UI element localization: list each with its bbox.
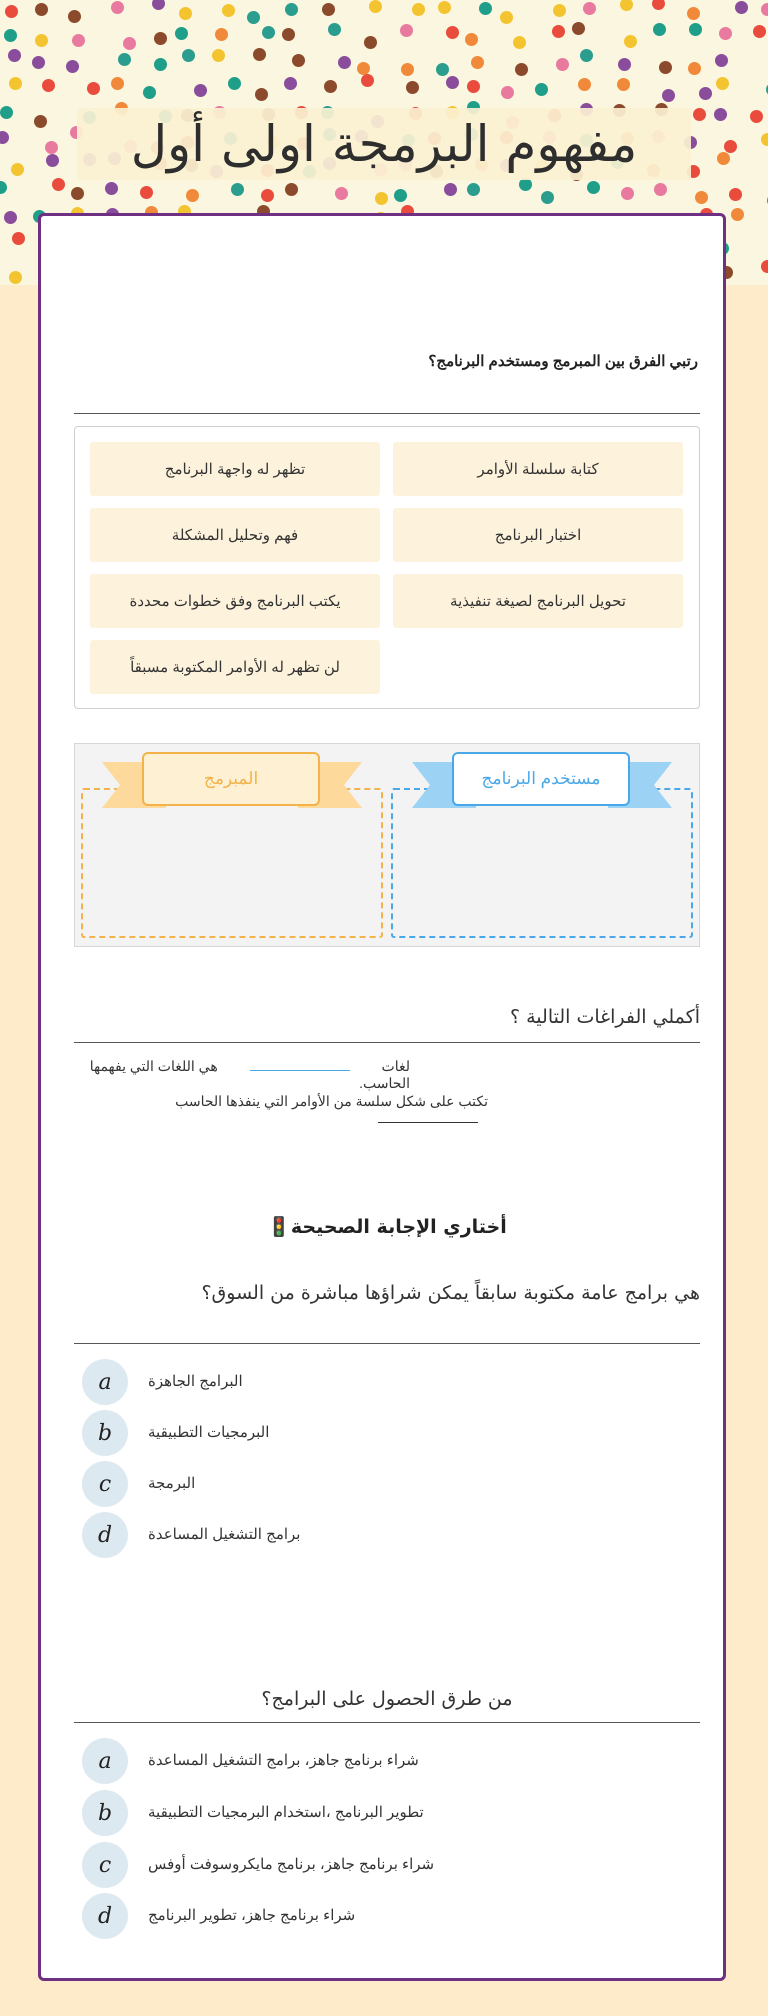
confetti-dot — [179, 7, 192, 20]
option-text: شراء برنامج جاهز، تطوير البرنامج — [148, 1907, 356, 1924]
option-text: برامج التشغيل المساعدة — [148, 1526, 301, 1543]
confetti-dot — [261, 189, 274, 202]
programmer-bin-ribbon — [102, 752, 362, 812]
confetti-dot — [465, 33, 478, 46]
option-text: البرمجة — [148, 1475, 196, 1492]
confetti-dot — [8, 49, 21, 62]
confetti-dot — [215, 28, 228, 41]
confetti-dot — [553, 4, 566, 17]
confetti-dot — [105, 182, 118, 195]
confetti-dot — [212, 49, 225, 62]
confetti-dot — [620, 0, 633, 11]
option-letter-badge: a — [82, 1359, 128, 1405]
sort-item[interactable]: يكتب البرنامج وفق خطوات محددة — [90, 574, 380, 628]
confetti-dot — [401, 63, 414, 76]
sort-item[interactable]: تظهر له واجهة البرنامج — [90, 442, 380, 496]
confetti-dot — [72, 34, 85, 47]
confetti-dot — [285, 183, 298, 196]
confetti-dot — [322, 3, 335, 16]
fill-sentence-2 — [74, 1093, 700, 1126]
confetti-dot — [687, 7, 700, 20]
confetti-dot — [580, 49, 593, 62]
sort-item[interactable]: لن تظهر له الأوامر المكتوبة مسبقاً — [90, 640, 380, 694]
confetti-dot — [572, 22, 585, 35]
confetti-dot — [247, 11, 260, 24]
confetti-dot — [556, 58, 569, 71]
confetti-dot — [617, 78, 630, 91]
confetti-dot — [231, 183, 244, 196]
divider — [74, 413, 700, 414]
confetti-dot — [436, 63, 449, 76]
confetti-dot — [154, 32, 167, 45]
confetti-dot — [68, 10, 81, 23]
confetti-dot — [618, 58, 631, 71]
confetti-dot — [761, 260, 768, 273]
mc-question-1-prompt-wrap — [74, 1278, 700, 1308]
confetti-dot — [699, 87, 712, 100]
confetti-dot — [194, 84, 207, 97]
confetti-dot — [186, 189, 199, 202]
fill-sentence-1-start: لغات — [381, 1058, 410, 1074]
sort-item[interactable]: فهم وتحليل المشكلة — [90, 508, 380, 562]
confetti-dot — [412, 3, 425, 16]
fill-sentence-2-text: تكتب على شكل سلسة من الأوامر التي ينفذها الحاسب — [175, 1093, 488, 1109]
confetti-dot — [0, 181, 7, 194]
confetti-dot — [87, 82, 100, 95]
confetti-dot — [45, 141, 58, 154]
mc-2-option-a[interactable] — [82, 1738, 642, 1786]
page-title-banner — [77, 108, 691, 180]
confetti-dot — [12, 232, 25, 245]
confetti-dot — [52, 178, 65, 191]
confetti-dot — [471, 56, 484, 69]
programmer-bin-label: المبرمج — [142, 752, 320, 806]
confetti-dot — [9, 271, 22, 284]
confetti-dot — [375, 192, 388, 205]
confetti-dot — [731, 208, 744, 221]
sort-bins-area — [74, 743, 700, 947]
confetti-dot — [140, 186, 153, 199]
confetti-dot — [541, 191, 554, 204]
mc-question-1-prompt: هي برامج عامة مكتوبة سابقاً يمكن شراؤها مباشرة من السوق؟ — [201, 1282, 700, 1304]
confetti-dot — [513, 36, 526, 49]
confetti-dot — [152, 0, 165, 10]
confetti-dot — [662, 89, 675, 102]
option-letter-badge: c — [82, 1461, 128, 1507]
confetti-dot — [654, 183, 667, 196]
confetti-dot — [284, 77, 297, 90]
confetti-dot — [467, 80, 480, 93]
user-bin-label: مستخدم البرنامج — [452, 752, 630, 806]
confetti-dot — [255, 88, 268, 101]
confetti-dot — [750, 110, 763, 123]
confetti-dot — [587, 181, 600, 194]
confetti-dot — [361, 74, 374, 87]
mc-2-option-d[interactable] — [82, 1893, 642, 1941]
option-text: البرامج الجاهزة — [148, 1373, 243, 1390]
confetti-dot — [111, 1, 124, 14]
confetti-dot — [689, 23, 702, 36]
option-text: شراء برنامج جاهز، برامج التشغيل المساعدة — [148, 1752, 419, 1769]
confetti-dot — [9, 77, 22, 90]
confetti-dot — [34, 115, 47, 128]
confetti-dot — [444, 183, 457, 196]
confetti-dot — [228, 77, 241, 90]
confetti-dot — [123, 37, 136, 50]
sort-item[interactable]: كتابة سلسلة الأوامر — [393, 442, 683, 496]
confetti-dot — [583, 2, 596, 15]
confetti-dot — [446, 76, 459, 89]
confetti-dot — [222, 4, 235, 17]
divider — [74, 1042, 700, 1043]
mc-question-2-prompt: من طرق الحصول على البرامج؟ — [261, 1688, 513, 1710]
fill-sentence-1-end: هي اللغات التي يفهمها الحاسب. — [89, 1058, 410, 1091]
confetti-dot — [716, 77, 729, 90]
fill-sentence-1 — [74, 1058, 700, 1092]
confetti-dot — [143, 86, 156, 99]
confetti-dot — [446, 26, 459, 39]
mc-1-option-d[interactable] — [82, 1512, 642, 1560]
confetti-dot — [394, 189, 407, 202]
confetti-dot — [253, 48, 266, 61]
sort-prompt-text: رتبي الفرق بين المبرمج ومستخدم البرنامج؟ — [428, 353, 698, 370]
confetti-dot — [688, 62, 701, 75]
mc-2-option-b[interactable] — [82, 1790, 642, 1838]
confetti-dot — [621, 187, 634, 200]
divider — [74, 1722, 700, 1723]
confetti-dot — [357, 62, 370, 75]
confetti-dot — [282, 28, 295, 41]
confetti-dot — [693, 108, 706, 121]
confetti-dot — [175, 27, 188, 40]
confetti-dot — [118, 53, 131, 66]
confetti-dot — [501, 86, 514, 99]
mc-2-option-c[interactable] — [82, 1842, 642, 1890]
option-text: تطوير البرنامج ،استخدام البرمجيات التطبيقية — [148, 1804, 424, 1821]
confetti-dot — [515, 63, 528, 76]
mc-1-option-b[interactable] — [82, 1410, 642, 1458]
confetti-dot — [479, 2, 492, 15]
sort-question-prompt — [74, 349, 698, 375]
mc-1-option-c[interactable] — [82, 1461, 642, 1509]
sort-items-area — [74, 426, 700, 709]
fill-question-prompt: أكملي الفراغات التالية ؟ — [510, 1006, 700, 1028]
sort-item[interactable]: تحويل البرنامج لصيغة تنفيذية — [393, 574, 683, 628]
confetti-dot — [406, 81, 419, 94]
confetti-dot — [535, 83, 548, 96]
confetti-dot — [715, 54, 728, 67]
confetti-dot — [761, 133, 768, 146]
sort-item[interactable]: اختبار البرنامج — [393, 508, 683, 562]
blank-input-1[interactable] — [250, 1070, 350, 1071]
option-letter-badge: b — [82, 1410, 128, 1456]
confetti-dot — [35, 3, 48, 16]
confetti-dot — [467, 183, 480, 196]
option-text: شراء برنامج جاهز، برنامج مايكروسوفت أوفس — [148, 1856, 435, 1873]
confetti-dot — [653, 23, 666, 36]
option-letter-badge: c — [82, 1842, 128, 1888]
confetti-dot — [285, 3, 298, 16]
confetti-dot — [369, 0, 382, 13]
confetti-dot — [719, 27, 732, 40]
option-letter-badge: d — [82, 1512, 128, 1558]
mc-question-1-heading: أختاري الإجابة الصحيحة🚦 — [267, 1216, 507, 1238]
confetti-dot — [0, 131, 9, 144]
confetti-dot — [695, 191, 708, 204]
confetti-dot — [400, 24, 413, 37]
confetti-dot — [714, 108, 727, 121]
confetti-dot — [5, 5, 18, 18]
confetti-dot — [66, 60, 79, 73]
divider — [74, 1343, 700, 1344]
confetti-dot — [4, 29, 17, 42]
confetti-dot — [11, 163, 24, 176]
confetti-dot — [292, 54, 305, 67]
confetti-dot — [4, 211, 17, 224]
page-title: مفهوم البرمجة اولى أول — [130, 115, 638, 173]
confetti-dot — [111, 77, 124, 90]
confetti-dot — [182, 49, 195, 62]
option-letter-badge: b — [82, 1790, 128, 1836]
confetti-dot — [729, 188, 742, 201]
confetti-dot — [71, 187, 84, 200]
confetti-dot — [262, 26, 275, 39]
option-letter-badge: d — [82, 1893, 128, 1939]
confetti-dot — [335, 187, 348, 200]
confetti-dot — [717, 152, 730, 165]
confetti-dot — [328, 23, 341, 36]
confetti-dot — [724, 140, 737, 153]
confetti-dot — [0, 106, 13, 119]
option-text: البرمجيات التطبيقية — [148, 1424, 270, 1441]
confetti-dot — [761, 3, 768, 16]
confetti-dot — [652, 0, 665, 10]
confetti-dot — [578, 78, 591, 91]
confetti-dot — [500, 11, 513, 24]
mc-1-option-a[interactable] — [82, 1359, 642, 1407]
confetti-dot — [46, 154, 59, 167]
user-bin-ribbon — [412, 752, 672, 812]
confetti-dot — [438, 1, 451, 14]
confetti-dot — [552, 25, 565, 38]
confetti-dot — [324, 80, 337, 93]
confetti-dot — [735, 1, 748, 14]
confetti-dot — [624, 35, 637, 48]
confetti-dot — [364, 36, 377, 49]
confetti-dot — [32, 56, 45, 69]
confetti-dot — [42, 79, 55, 92]
blank-input-2[interactable] — [378, 1122, 478, 1123]
worksheet-card — [38, 213, 726, 1981]
confetti-dot — [338, 56, 351, 69]
confetti-dot — [753, 25, 766, 38]
confetti-dot — [659, 61, 672, 74]
confetti-dot — [154, 58, 167, 71]
confetti-dot — [35, 34, 48, 47]
option-letter-badge: a — [82, 1738, 128, 1784]
